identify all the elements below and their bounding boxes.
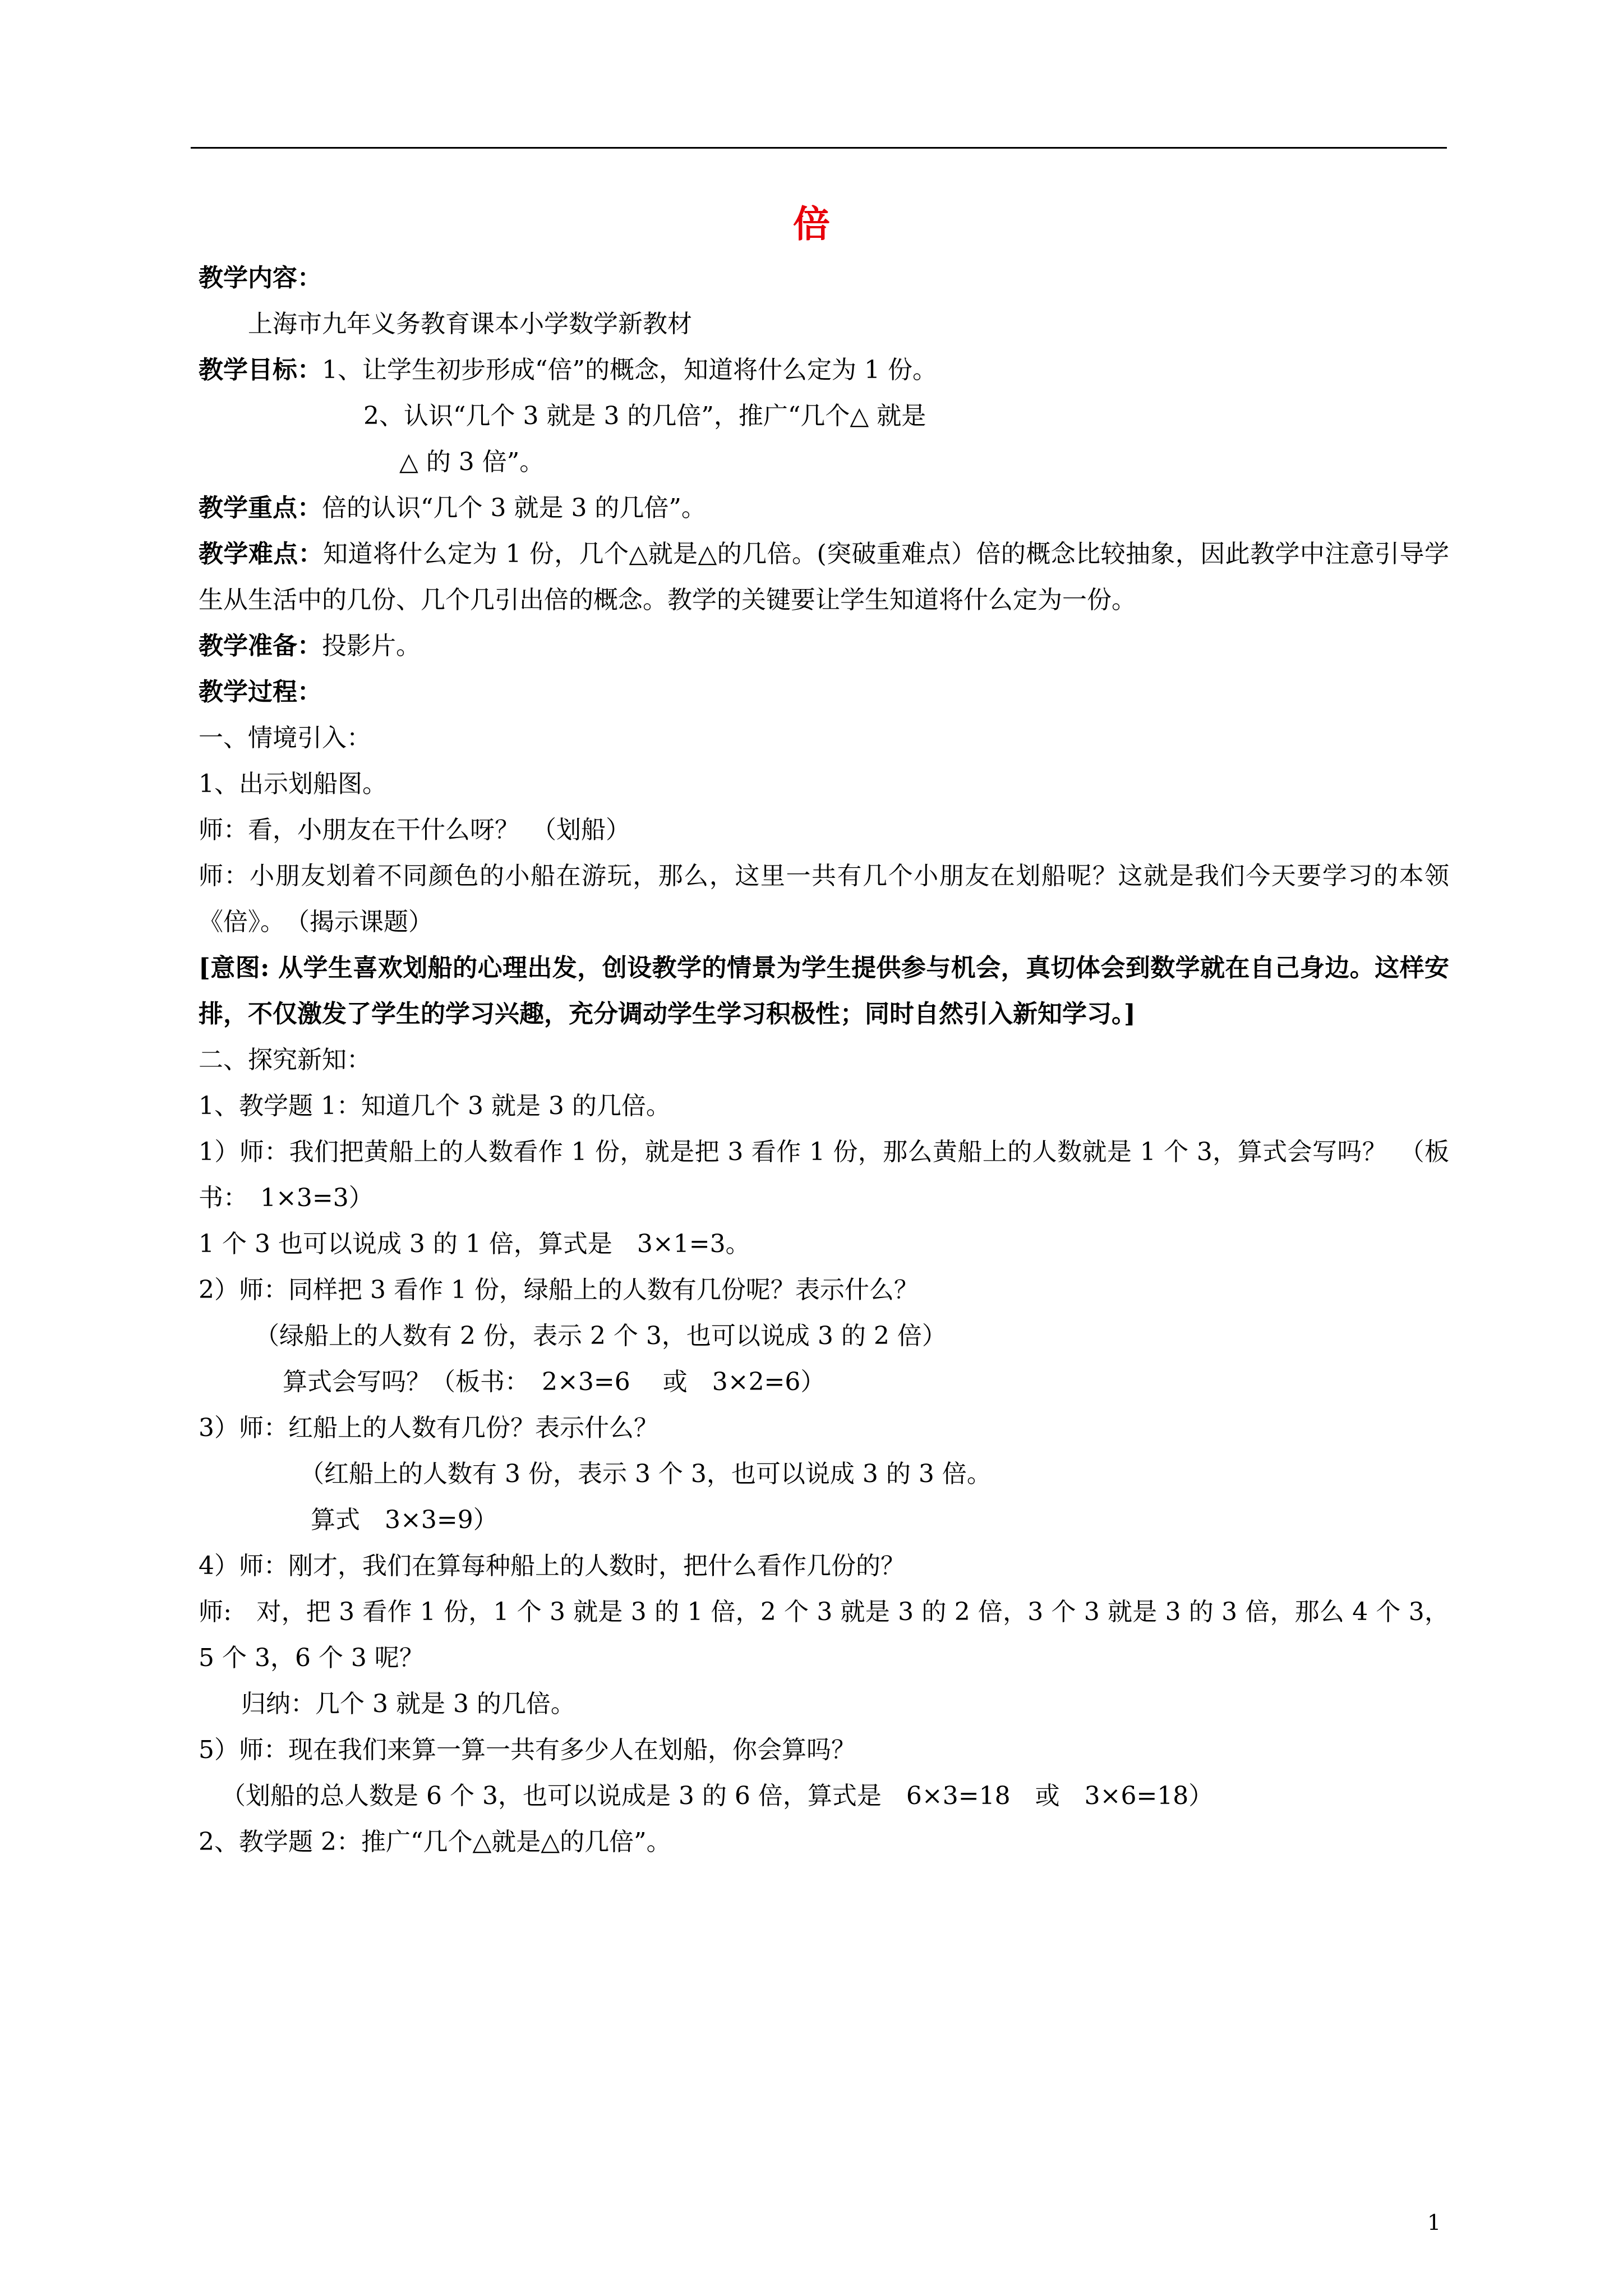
question-5: 5）师：现在我们来算一算一共有多少人在划船，你会算吗？ [199, 1736, 856, 1764]
goal-line [199, 347, 1449, 393]
question-2a: （绿船上的人数有 2 份，表示 2 个 3，也可以说成 3 的 2 倍） [255, 1322, 947, 1350]
page-title: 倍 [793, 202, 830, 246]
process-label: 教学过程： [199, 678, 322, 706]
question-1: 1）师：我们把黄船上的人数看作 1 份，就是把 3 看作 1 份，那么黄船上的人数就是 1 个 3，算式会写吗？ （板书： 1×3=3） [199, 1138, 1449, 1212]
difficulty-text: 知道将什么定为 1 份，几个△就是△的几倍。(突破重难点）倍的概念比较抽象，因此教学中注意引导学生从生活中的几份、几个几引出倍的概念。教学的关键要让学生知道将什么定为一份。 [199, 540, 1449, 614]
prep-text: 投影片。 [322, 632, 421, 660]
question-4: 4）师：刚才，我们在算每种船上的人数时，把什么看作几份的？ [199, 1552, 905, 1580]
goal-2b: △ 的 3 倍”。 [399, 448, 545, 476]
question-3a: （红船上的人数有 3 份，表示 3 个 3，也可以说成 3 的 3 倍。 [299, 1460, 992, 1488]
section-2-item-1: 1、教学题 1：知道几个 3 就是 3 的几倍。 [199, 1092, 671, 1120]
key-line [199, 485, 1449, 531]
prep-line [199, 623, 1449, 669]
header-rule [191, 147, 1447, 149]
goal-1: 1、让学生初步形成“倍”的概念，知道将什么定为 1 份。 [322, 356, 937, 384]
difficulty-paragraph [199, 531, 1449, 623]
section-2-heading: 二、探究新知： [199, 1046, 371, 1074]
question-4b: 归纳：几个 3 就是 3 的几倍。 [241, 1690, 575, 1718]
question-3b: 算式 3×3=9） [311, 1506, 498, 1534]
question-5a: （划船的总人数是 6 个 3，也可以说成是 3 的 6 倍，算式是 6×3=18 或 3×6=18） [221, 1782, 1214, 1810]
document-body [199, 255, 1449, 1865]
key-text: 倍的认识“几个 3 就是 3 的几倍”。 [322, 494, 706, 522]
question-2b: 算式会写吗？（板书： 2×3=6 或 3×2=6） [283, 1368, 826, 1396]
section-2-item-2: 2、教学题 2：推广“几个△就是△的几倍”。 [199, 1828, 671, 1856]
prep-label: 教学准备： [199, 632, 322, 660]
teacher-line-2: 师：小朋友划着不同颜色的小船在游玩，那么，这里一共有几个小朋友在划船呢？这就是我们今天要学习的本领《倍》。 （揭示课题） [199, 862, 1449, 936]
section-1-item-1: 1、出示划船图。 [199, 770, 387, 798]
question-1b: 1 个 3 也可以说成 3 的 1 倍，算式是 3×1=3。 [199, 1230, 750, 1258]
question-3: 3）师：红船上的人数有几份？表示什么？ [199, 1414, 658, 1442]
content-label: 教学内容： [199, 264, 322, 292]
goal-label: 教学目标： [199, 356, 322, 384]
intent-note: [意图: 从学生喜欢划船的心理出发，创设教学的情景为学生提供参与机会，真切体会到数学就在自己身边。这样安排，不仅激发了学生的学习兴趣，充分调动学生学习积极性；同时自然引入新知学习。] [199, 954, 1449, 1028]
section-1-heading: 一、情境引入： [199, 724, 371, 752]
difficulty-label: 教学难点： [199, 540, 324, 568]
key-label: 教学重点： [199, 494, 322, 522]
page-number: 1 [1427, 2210, 1441, 2235]
question-2: 2）师：同样把 3 看作 1 份，绿船上的人数有几份呢？表示什么？ [199, 1276, 919, 1304]
question-4a: 师: 对，把 3 看作 1 份，1 个 3 就是 3 的 1 倍，2 个 3 就是 3 的 2 倍，3 个 3 就是 3 的 3 倍，那么 4 个 3，5 个 3，6 个 3 呢？ [199, 1598, 1449, 1672]
content-text: 上海市九年义务教育课本小学数学新教材 [248, 310, 692, 338]
goal-2: 2、认识“几个 3 就是 3 的几倍”，推广“几个△ 就是 [363, 402, 926, 430]
teacher-line-1: 师：看，小朋友在干什么呀？ （划船） [199, 816, 630, 844]
